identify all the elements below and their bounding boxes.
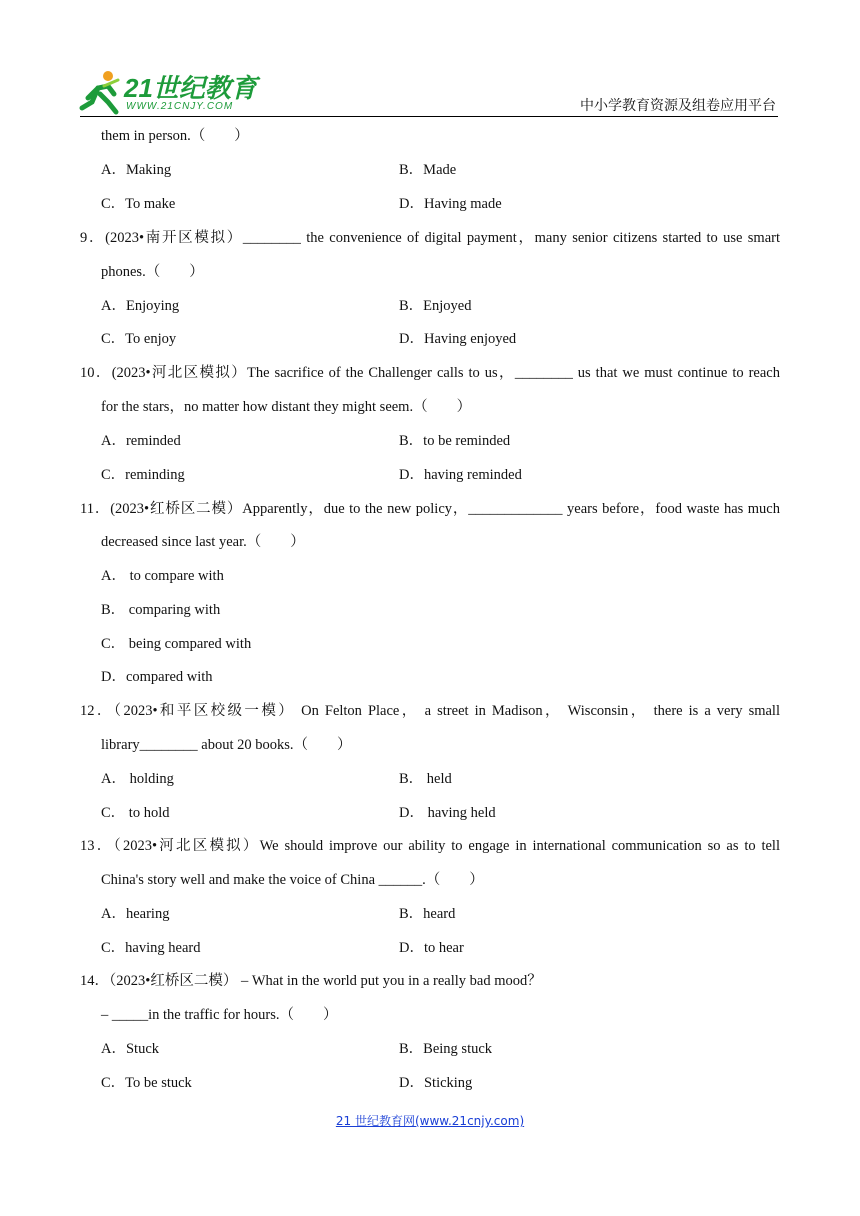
question-13-stem-cont: China's story well and make the voice of China ______.（ ）: [101, 872, 484, 888]
option-d: D．to hear: [399, 940, 464, 956]
logo: [78, 68, 258, 116]
option-c: C． to hold: [101, 805, 170, 821]
option-a: A．Enjoying: [101, 298, 180, 314]
question-9-stem: 9．(2023•南开区模拟）________ the convenience of digital payment，many senior citizens started to use smart: [80, 230, 780, 246]
logo-url: WWW.21CNJY.COM: [126, 101, 234, 112]
header-rule: [80, 116, 778, 117]
option-b: B． comparing with: [101, 602, 221, 618]
question-10-stem: 10．(2023•河北区模拟）The sacrifice of the Challenger calls to us，________ us that we must continue to reach: [80, 365, 780, 381]
option-d: D．Having enjoyed: [399, 331, 517, 347]
question-stem-cont: them in person.（ ）: [101, 128, 249, 144]
question-9-stem-cont: phones.（ ）: [101, 264, 204, 280]
question-11-stem-cont: decreased since last year.（ ）: [101, 534, 305, 550]
option-b: B．Being stuck: [399, 1041, 493, 1057]
option-a: A．Making: [101, 162, 172, 178]
option-d: D．Sticking: [399, 1075, 473, 1091]
option-a: A．reminded: [101, 433, 181, 449]
question-14-stem-cont: – _____in the traffic for hours.（ ）: [101, 1007, 338, 1023]
page-header: [0, 0, 860, 120]
question-12-stem-cont: library________ about 20 books.（ ）: [101, 737, 352, 753]
option-c: C．having heard: [101, 940, 201, 956]
option-d: D．having reminded: [399, 467, 522, 483]
option-a: A．hearing: [101, 906, 170, 922]
option-c: C． being compared with: [101, 636, 252, 652]
option-b: B．heard: [399, 906, 456, 922]
option-b: B．to be reminded: [399, 433, 511, 449]
question-14-stem: 14．（2023•红桥区二模） – What in the world put you in a really bad mood？: [80, 973, 542, 989]
question-10-stem-cont: for the stars，no matter how distant they might seem.（ ）: [101, 399, 472, 415]
option-c: C．To enjoy: [101, 331, 177, 347]
option-b: B．Made: [399, 162, 457, 178]
logo-text: 21世纪教育: [124, 73, 257, 103]
option-b: B． held: [399, 771, 452, 787]
option-b: B．Enjoyed: [399, 298, 472, 314]
option-c: C．To make: [101, 196, 176, 212]
option-d: D．Having made: [399, 196, 502, 212]
question-11-stem: 11．(2023•红桥区二模）Apparently，due to the new policy，_____________ years before，food waste has much: [80, 501, 780, 517]
option-c: C．reminding: [101, 467, 185, 483]
platform-title: 中小学教育资源及组卷应用平台: [580, 98, 776, 114]
runner-logo-icon: [78, 68, 126, 116]
question-12-stem: 12．（2023•和平区校级一模） On Felton Place， a street in Madison， Wisconsin， there is a very small: [80, 703, 780, 719]
option-a: A． to compare with: [101, 568, 224, 584]
option-a: A． holding: [101, 771, 174, 787]
footer-link[interactable]: 21 世纪教育网(www.21cnjy.com): [335, 1114, 525, 1128]
option-d: D． having held: [399, 805, 496, 821]
question-13-stem: 13．（2023•河北区模拟）We should improve our ability to engage in international communication so as to tell: [80, 838, 780, 854]
option-d: D．compared with: [101, 669, 213, 685]
option-a: A．Stuck: [101, 1041, 159, 1057]
option-c: C．To be stuck: [101, 1075, 192, 1091]
